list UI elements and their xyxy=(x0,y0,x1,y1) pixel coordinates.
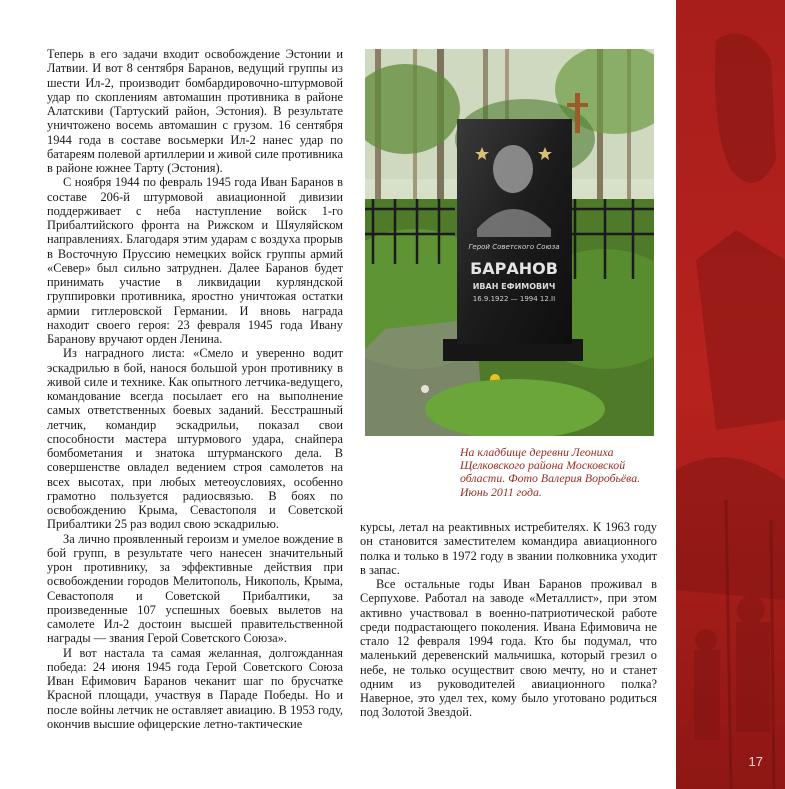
plaque-line-1: Герой Советского Союза xyxy=(468,243,560,251)
photo-caption: На кладбище деревни Леониха Щелковского района Московской области. Фото Валерия Воробьёва. Июнь 2011 года. xyxy=(460,445,641,499)
right-text-column xyxy=(360,520,657,720)
paragraph: Все остальные годы Иван Баранов проживал в Серпухове. Работал на заводе «Металлист», при этом активно участвовал в военно-патриотической работе среди подрастающего поколения. Ивана Ефимовича не стало 12 февраля 1994 года. Кто бы подумал, что маленький деревенский мальчишка, который грезил о небе, не только осуществит свою мечту, но и станет одним из руководителей авиационного полка? Наверное, это удел тех, кому было уготовано родиться под Золотой Звездой. xyxy=(360,577,657,720)
plaque-dates: 16.9.1922 — 1994 12.II xyxy=(472,295,556,303)
plaque-name: ИВАН ЕФИМОВИЧ xyxy=(472,282,556,291)
paragraph: курсы, летал на реактивных истребителях. К 1963 году он становится заместителем командира авиационного полка и только в 1972 году в звании полковника уходит в запас. xyxy=(360,520,657,577)
paragraph: И вот настала та самая желанная, долгожданная победа: 24 июня 1945 года Герой Советского Союза Иван Ефимович Баранов чеканит шаг по брусчатке Красной площади, участвуя в Параде Победы. Но и после войны летчик не оставляет авиацию. В 1953 году, окончив высшие офицерские летно-тактические xyxy=(47,645,343,731)
grave-photo xyxy=(365,49,654,436)
page-number: 17 xyxy=(748,754,763,769)
paragraph: Из наградного листа: «Смело и уверенно водит эскадрилью в бой, нанося большой урон противнику в живой силе и технике. Как опытного летчика-ведущего, командование всегда посылает его на выполнение самых ответственных боевых заданий. Бесстрашный летчик, командир эскадрильи, показал свои способности мастера штурмового удара, снайпера бомбометания и знатока штурманского дела. В совершенстве овладел ведением строя самолетов на всех высотах, при любых метеоусловиях, особенно грамотно пользуется радиосвязью. В боях по освобождению Крыма, Севастополя и Советской Прибалтики 25 раз водил свою эскадрилью. xyxy=(47,346,343,532)
paragraph: Теперь в его задачи входит освобождение Эстонии и Латвии. И вот 8 сентября Баранов, ведущий группы из шести Ил-2, производит бомбардировочно-штурмовой удар по скоплениям автомашин противника в районе Алатскиви (Тартуский район, Эстония). В результате уничтожено восемь автомашин с грузом. 16 сентября 1944 года в составе восьмерки Ил-2 нанес удар по батареям полевой артиллерии и живой силе противника в районе южнее Тарту (Эстония). xyxy=(47,47,343,175)
decorative-sidebar xyxy=(676,0,785,789)
paragraph: С ноября 1944 по февраль 1945 года Иван Баранов в составе 206-й штурмовой авиационной дивизии поддерживает с неба наступление войск 1-го Прибалтийского фронта на Рижском и Шяуляйском направлениях. Благодаря этим ударам с воздуха прорыв в Восточную Пруссию немецких войск группы армий «Север» был сильно затруднен. Далее Баранов будет принимать участие в ликвидации курляндской группировки противника, яростно уничтожая остатки армии гитлеровской Германии. И вновь награда находит своего героя: 23 февраля 1945 года Ивану Баранову вручают орден Ленина. xyxy=(47,175,343,346)
plaque-surname: БАРАНОВ xyxy=(470,259,558,278)
left-text-column xyxy=(47,47,343,731)
paragraph: За лично проявленный героизм и умелое вождение в бой групп, в результате чего нанесен значительный урон противнику, за эффективные действия при освобождении городов Мелитополь, Никополь, Крыма, Севастополя и Советской Прибалтики, за произведенные 107 успешных боевых вылетов на самолете Ил-2 достоин высшей правительственной награды — звания Герой Советского Союза». xyxy=(47,531,343,646)
